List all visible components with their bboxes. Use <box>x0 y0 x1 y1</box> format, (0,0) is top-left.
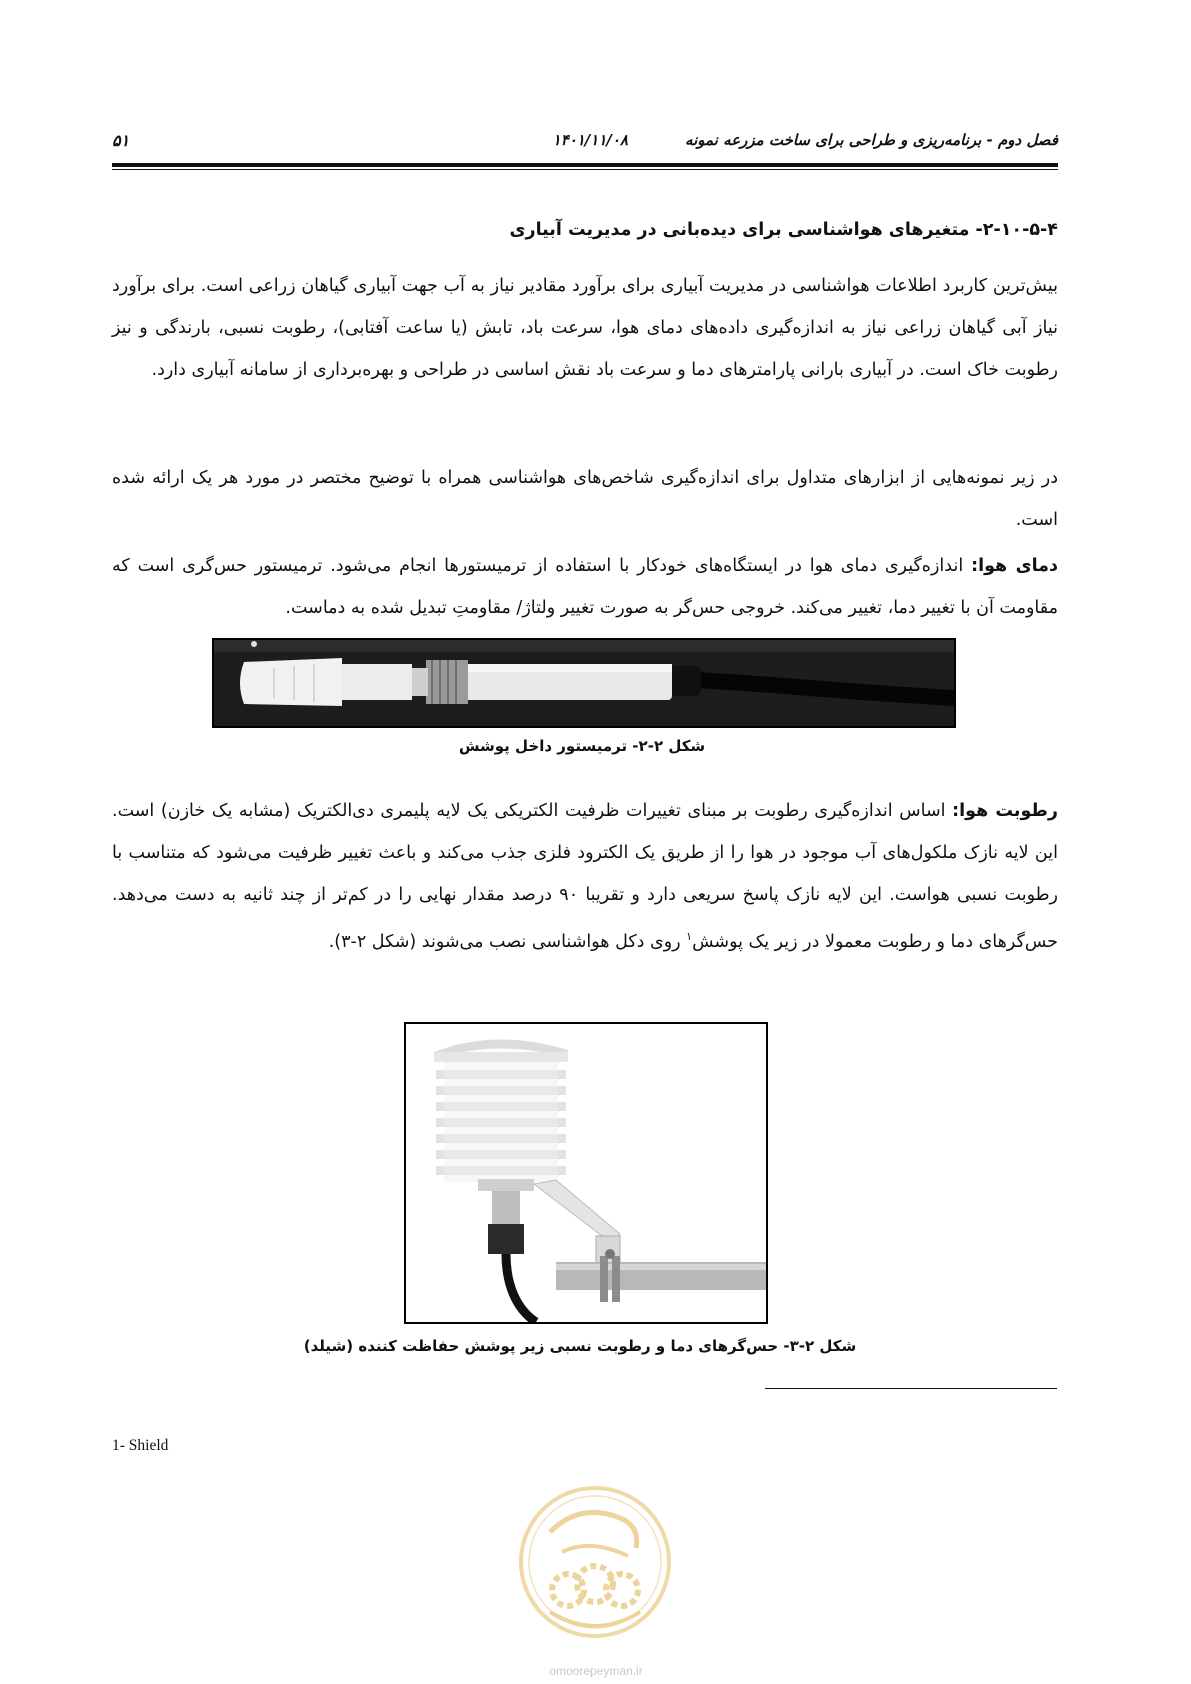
thermistor-illustration <box>214 640 954 726</box>
page-header <box>112 131 1058 161</box>
paragraph-air-humidity <box>112 790 1058 963</box>
air-temperature-text: اندازه‌گیری دمای هوا در ایستگاه‌های خودکار با استفاده از ترمیستورها انجام می‌شود. ترمیستور حس‌گری است که مقاومت آن با تغییر دما، تغییر می‌کند. خروجی حس‌گر به صورت تغییر ولتاژ/ مقاومتِ تبدیل شده به دماست. <box>112 556 1058 618</box>
radiation-shield-figure <box>404 1022 768 1324</box>
air-humidity-text-a: اساس اندازه‌گیری رطوبت بر مبنای تغییرات ظرفیت الکتریکی یک لایه پلیمری دی‌الکتریک (مشابه یک خازن) است. این لایه نازک ملکول‌های آب موجود در هوا را از طریق یک الکترود فلزی جذب می‌کند و باعث تغییر ظرفیت می‌شود که متناسب با رطوبت نسبی هواست. این لایه نازک پاسخ سریعی دارد و تقریبا ۹۰ درصد مقدار نهایی را در کم‌تر از چند ثانیه به دست می‌دهد. حس‌گرهای دما و رطوبت معمولا در زیر یک پوشش <box>112 801 1058 952</box>
footnote-marker: ۱ <box>686 930 693 943</box>
radiation-shield-illustration <box>406 1024 766 1322</box>
thermistor-figure <box>212 638 956 728</box>
paragraph-irrigation-use: بیش‌ترین کاربرد اطلاعات هواشناسی در مدیریت آبیاری برای برآورد مقادیر نیاز به آب جهت آبیاری گیاهان زراعی است. برای برآورد نیاز آبی گیاهان زراعی نیاز به اندازه‌گیری داده‌های دمای هوا، سرعت باد، تابش (یا ساعت آفتابی)، رطوبت نسبی، بارندگی و نیز رطوبت خاک است. در آبیاری بارانی پارامترهای دما و سرعت باد نقش اساسی در طراحی و بهره‌برداری از سامانه آبیاری دارد. <box>112 276 1058 380</box>
chapter-title: فصل دوم - برنامه‌ریزی و طراحی برای ساخت مزرعه نمونه <box>685 131 1058 149</box>
watermark-url: omoorepeyman.ir <box>549 1664 643 1678</box>
air-temperature-label: دمای هوا: <box>971 556 1058 576</box>
footnote-text: 1- Shield <box>112 1437 169 1454</box>
header-rule-thick <box>112 163 1058 167</box>
seal-logo-icon <box>510 1472 680 1662</box>
air-humidity-text-b: روی دکل هواشناسی نصب می‌شوند (شکل ۲-۳). <box>328 931 687 952</box>
header-rule-thin <box>112 169 1058 170</box>
header-date: ۱۴۰۱/۱۱/۰۸ <box>552 131 628 149</box>
watermark-seal <box>510 1472 680 1662</box>
paragraph-air-temperature <box>112 545 1058 629</box>
figure-caption-shield: شکل ۲-۳- حس‌گرهای دما و رطوبت نسبی زیر پوشش حفاظت کننده (شیلد) <box>303 1337 857 1355</box>
footnote-rule <box>765 1388 1057 1389</box>
paragraph-instruments-intro: در زیر نمونه‌هایی از ابزارهای متداول برای اندازه‌گیری شاخص‌های هواشناسی همراه با توضیح مختصر در مورد هر یک ارائه شده است. <box>112 468 1058 530</box>
section-heading: ۲-۱۰-۵-۴- متغیرهای هواشناسی برای دیده‌بانی در مدیریت آبیاری <box>509 220 1058 240</box>
page-number: ۵۱ <box>112 131 130 150</box>
air-humidity-label: رطوبت هوا: <box>952 801 1058 821</box>
figure-caption-thermistor: شکل ۲-۲- ترمیستور داخل پوشش <box>458 737 706 755</box>
